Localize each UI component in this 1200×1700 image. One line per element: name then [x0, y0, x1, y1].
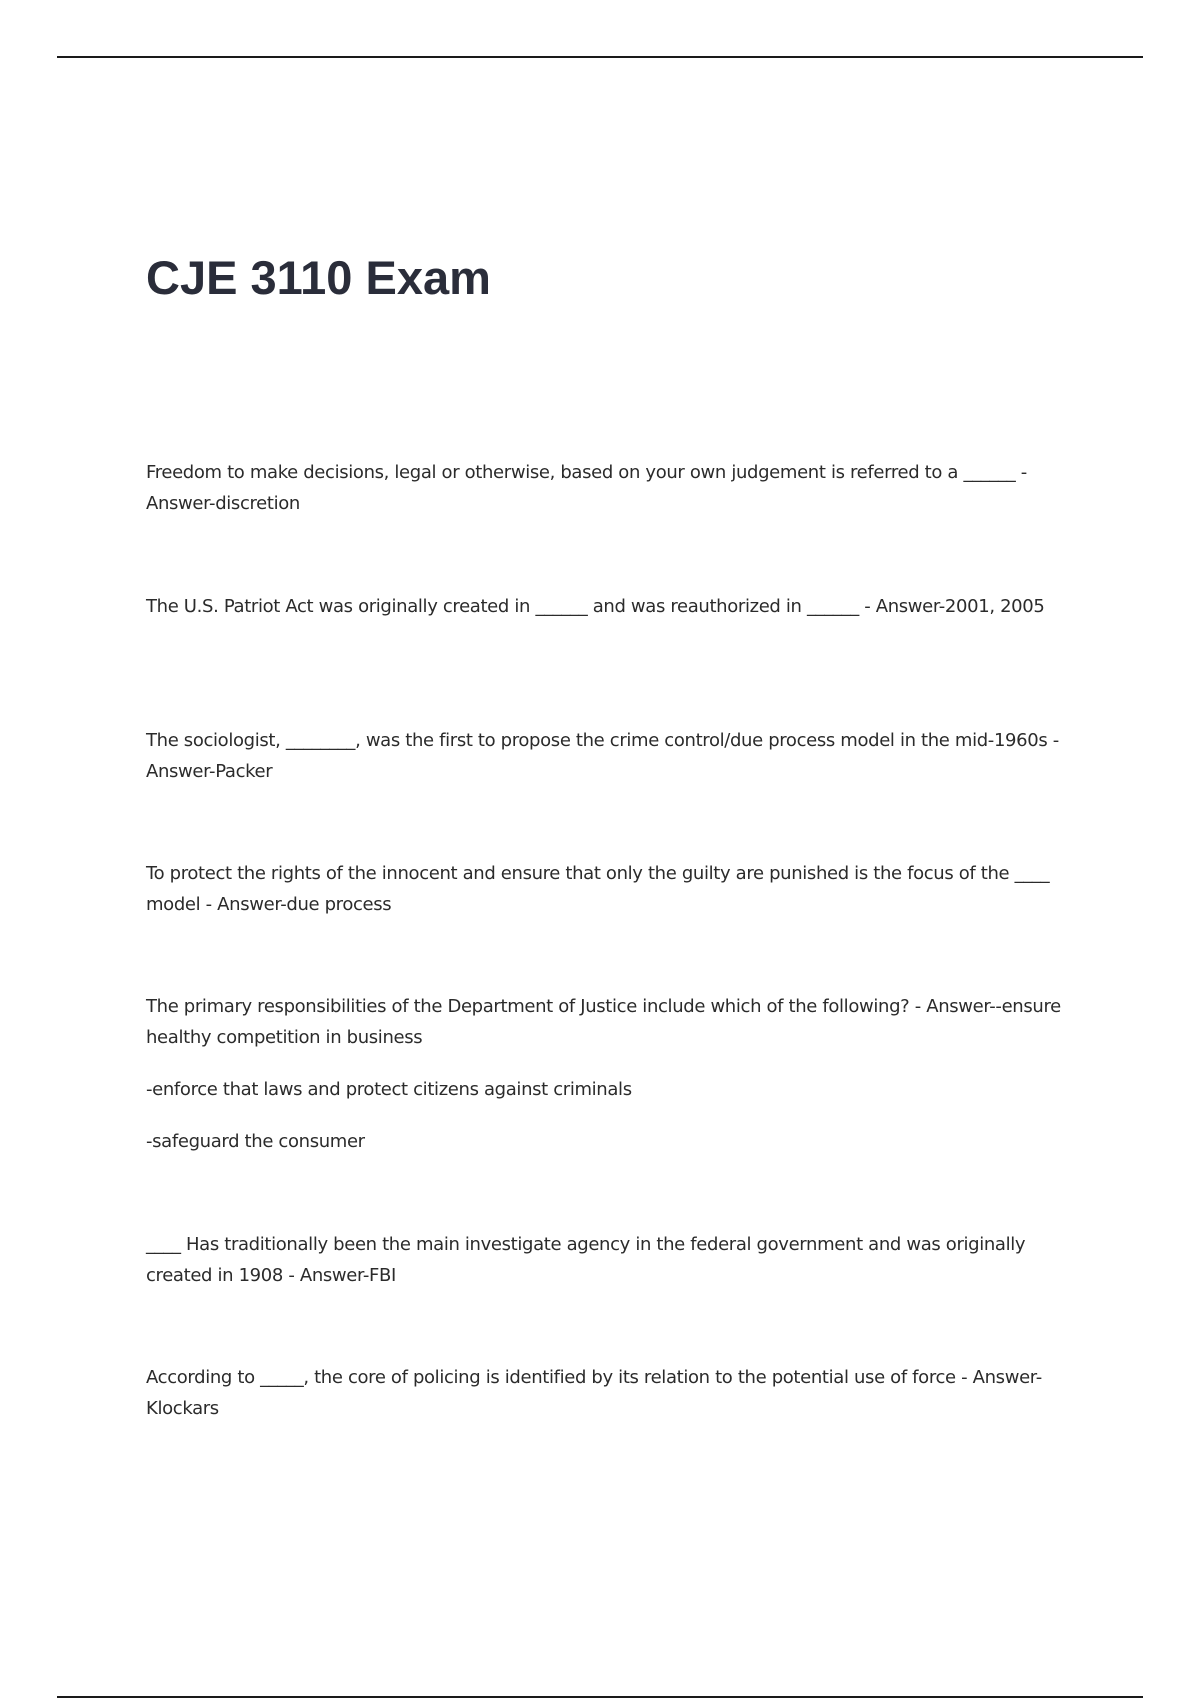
- question-text: The U.S. Patriot Act was originally created in ______ and was reauthorized in ______ - Answer-2001, 2005: [146, 596, 1045, 617]
- question-item-6: [146, 1229, 1076, 1291]
- question-item-1: [146, 457, 1076, 519]
- question-item-5: [146, 991, 1076, 1157]
- question-text: ____ Has traditionally been the main investigate agency in the federal government and was originally created in 1908 - Answer-FBI: [146, 1234, 1026, 1286]
- answer-line: -enforce that laws and protect citizens against criminals: [146, 1079, 632, 1100]
- header-rule: [57, 56, 1143, 58]
- question-item-3: [146, 725, 1076, 787]
- question-text: The sociologist, ________, was the first to propose the crime control/due process model in the mid-1960s - Answer-Packer: [146, 730, 1059, 782]
- question-text: The primary responsibilities of the Department of Justice include which of the following? - Answer--ensure healthy competition in business: [146, 996, 1061, 1048]
- page-title: CJE 3110 Exam: [146, 251, 491, 304]
- answer-line: -safeguard the consumer: [146, 1131, 365, 1152]
- question-item-4: [146, 858, 1076, 920]
- question-text: According to _____, the core of policing is identified by its relation to the potential use of force - Answer-Klockars: [146, 1367, 1042, 1419]
- question-item-7: [146, 1362, 1076, 1424]
- question-text: Freedom to make decisions, legal or otherwise, based on your own judgement is referred to a ______ - Answer-discretion: [146, 462, 1027, 514]
- question-text: To protect the rights of the innocent and ensure that only the guilty are punished is the focus of the ____ model - Answer-due process: [146, 863, 1050, 915]
- footer-rule: [57, 1696, 1143, 1698]
- question-item-2: [146, 591, 1076, 622]
